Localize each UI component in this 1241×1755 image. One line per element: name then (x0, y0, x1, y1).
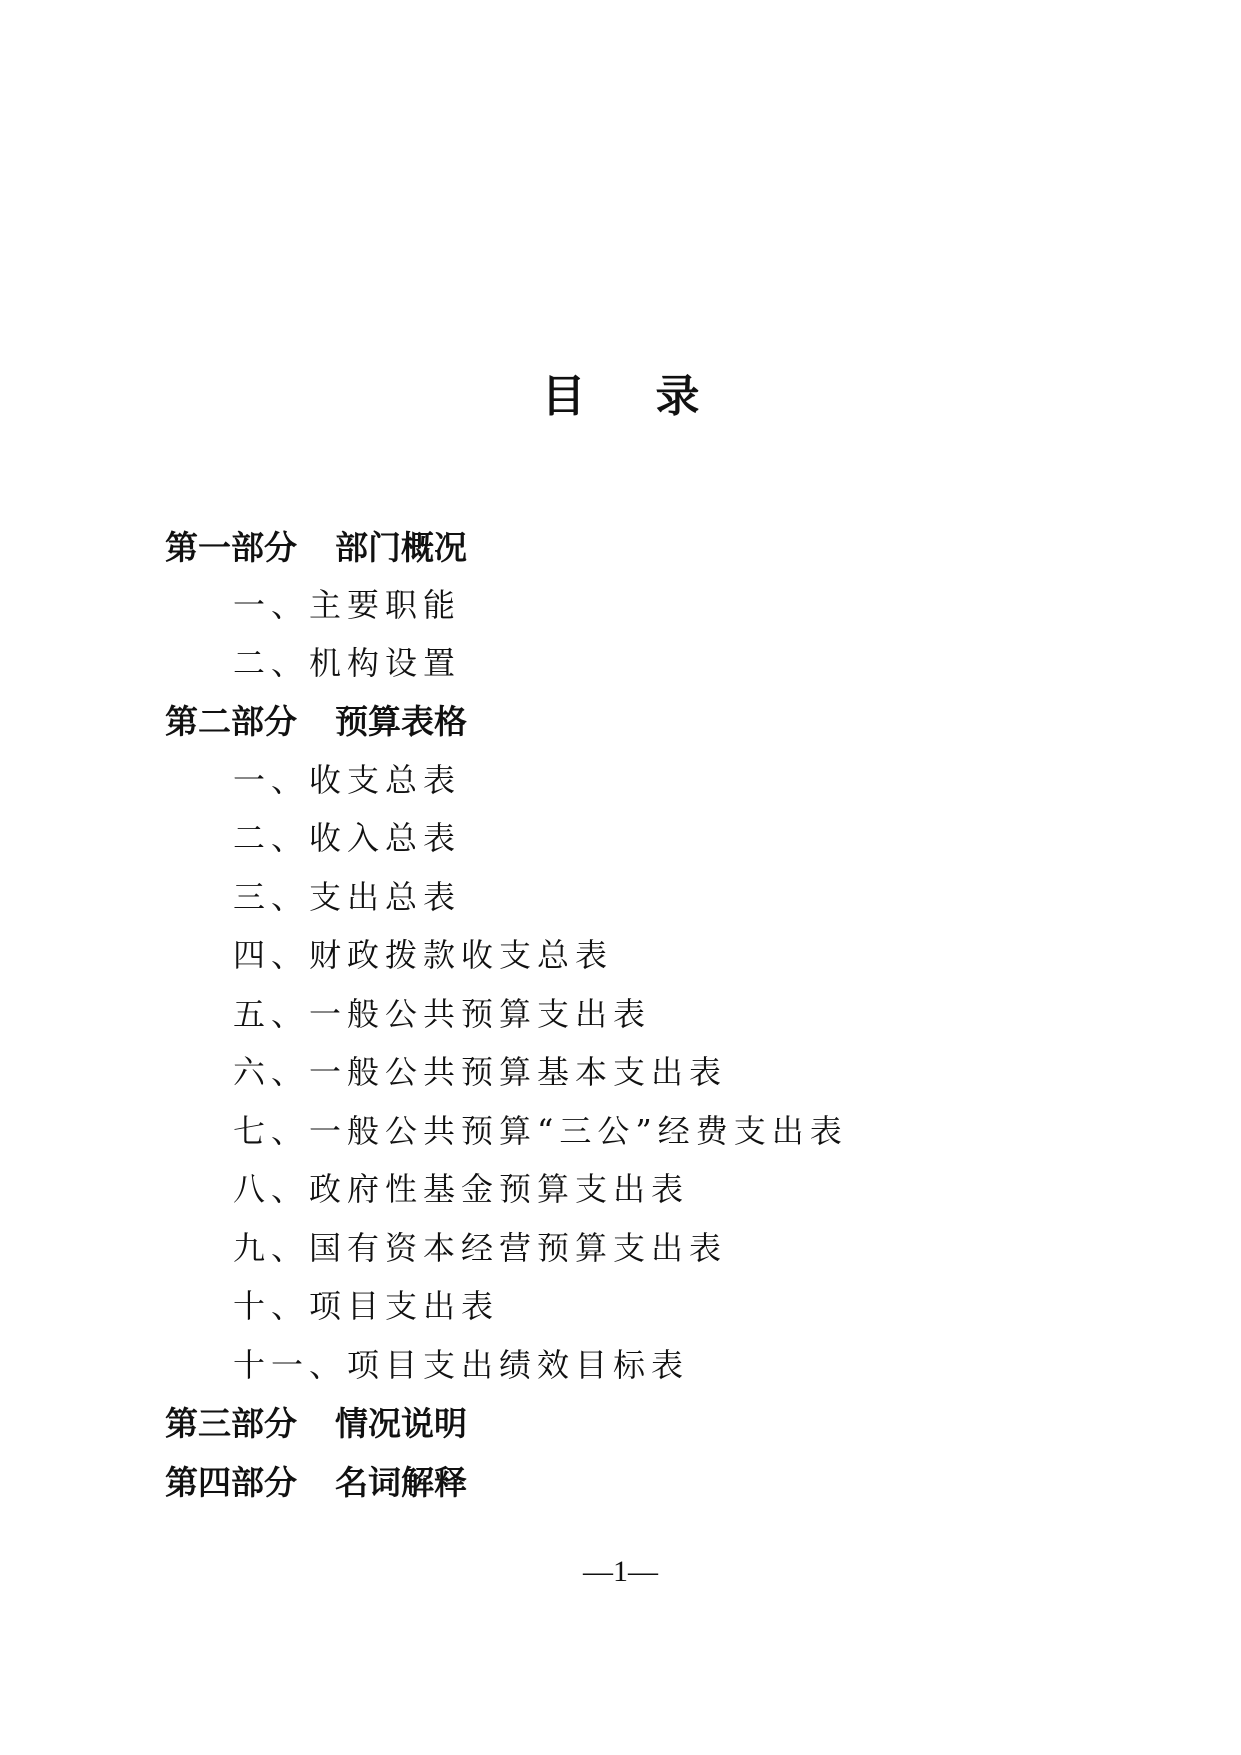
toc-item[interactable]: 九、国有资本经营预算支出表 (233, 1229, 728, 1267)
toc-item[interactable]: 二、收入总表 (233, 819, 462, 857)
part-title: 预算表格 (335, 702, 467, 741)
page-number: —1— (583, 1555, 658, 1588)
toc-part-1[interactable] (165, 522, 467, 569)
title-char-2: 录 (655, 371, 700, 422)
toc-part-3[interactable] (165, 1398, 467, 1445)
part-label: 第三部分 (165, 1404, 297, 1443)
part-title: 情况说明 (335, 1404, 467, 1443)
toc-item[interactable]: 二、机构设置 (233, 644, 462, 682)
toc-item[interactable]: 一、主要职能 (233, 586, 462, 624)
toc-item[interactable]: 五、一般公共预算支出表 (233, 995, 652, 1033)
toc-item[interactable]: 十、项目支出表 (233, 1287, 500, 1325)
part-label: 第二部分 (165, 702, 297, 741)
part-label: 第一部分 (165, 528, 297, 567)
toc-item[interactable]: 四、财政拨款收支总表 (233, 936, 614, 974)
toc-item[interactable]: 六、一般公共预算基本支出表 (233, 1053, 728, 1091)
toc-item[interactable]: 三、支出总表 (233, 878, 462, 916)
part-title: 部门概况 (335, 528, 467, 567)
toc-part-4[interactable] (165, 1457, 467, 1504)
toc-part-2[interactable] (165, 696, 467, 743)
toc-item[interactable]: 一、收支总表 (233, 761, 462, 799)
toc-item[interactable]: 七、一般公共预算“三公”经费支出表 (233, 1112, 848, 1150)
toc-item[interactable]: 十一、项目支出绩效目标表 (233, 1346, 690, 1384)
title-char-1: 目 (541, 371, 586, 422)
toc-item[interactable]: 八、政府性基金预算支出表 (233, 1170, 690, 1208)
part-label: 第四部分 (165, 1463, 297, 1502)
part-title: 名词解释 (335, 1463, 467, 1502)
page-title (0, 360, 1241, 424)
